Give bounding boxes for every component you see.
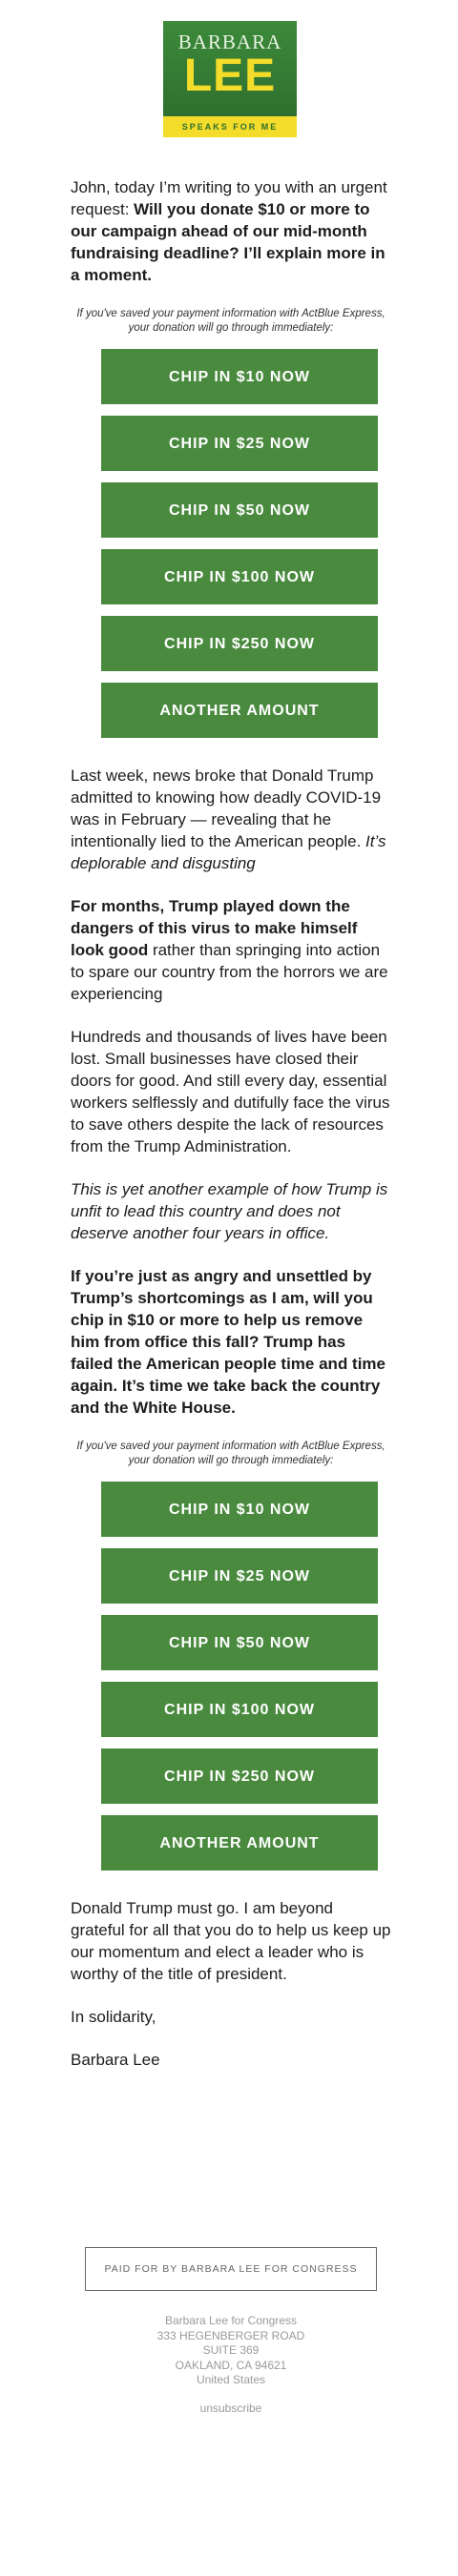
mailing-address: Barbara Lee for Congress 333 HEGENBERGER ROAD SUITE 369 OAKLAND, CA 94621 United States [156, 2314, 305, 2386]
chip-in-50-button[interactable]: CHIP IN $50 NOW [101, 482, 378, 538]
paid-for-disclaimer: PAID FOR BY BARBARA LEE FOR CONGRESS [85, 2247, 377, 2291]
logo-first-name: BARBARA [177, 31, 282, 53]
donation-buttons-1 [101, 349, 391, 738]
chip-in-100-button[interactable]: CHIP IN $100 NOW [101, 1682, 378, 1737]
logo-tagline: SPEAKS FOR ME [163, 116, 297, 137]
closing: In solidarity, [71, 2008, 156, 2026]
chip-in-25-button[interactable]: CHIP IN $25 NOW [101, 416, 378, 471]
chip-in-10-button[interactable]: CHIP IN $10 NOW [101, 349, 378, 404]
chip-in-10-button[interactable]: CHIP IN $10 NOW [101, 1482, 378, 1537]
donation-buttons-2 [101, 1482, 391, 1871]
email-footer [85, 2247, 377, 2415]
another-amount-button[interactable]: ANOTHER AMOUNT [101, 683, 378, 738]
paragraph-trump-must-go: Donald Trump must go. I am beyond grateful for all that you do to help us keep up our momentum and elect a leader who is worthy of the title of president. [71, 1899, 391, 1983]
actblue-note-1: If you've saved your payment information with ActBlue Express, your donation will go through immediately: [76, 308, 385, 334]
actblue-note-2: If you've saved your payment information with ActBlue Express, your donation will go through immediately: [76, 1441, 385, 1466]
email-body [71, 176, 391, 2071]
chip-in-250-button[interactable]: CHIP IN $250 NOW [101, 616, 378, 671]
paragraph-months: For months, Trump played down the dangers of this virus to make himself look good rather than springing into action to spare our country from the horrors we are experiencing [71, 897, 388, 1003]
unsubscribe-link[interactable]: unsubscribe [199, 2401, 262, 2415]
logo-last-name: LEE [183, 51, 277, 101]
chip-in-250-button[interactable]: CHIP IN $250 NOW [101, 1748, 378, 1804]
chip-in-25-button[interactable]: CHIP IN $25 NOW [101, 1548, 378, 1604]
campaign-logo [163, 21, 297, 137]
intro-paragraph: John, today I’m writing to you with an urgent request: Will you donate $10 or more to our campaign ahead of our mid-month fundraising deadline? I’ll explain more in a moment. [71, 178, 387, 284]
chip-in-100-button[interactable]: CHIP IN $100 NOW [101, 549, 378, 604]
paragraph-news: Last week, news broke that Donald Trump admitted to knowing how deadly COVID-19 was in February — revealing that he intentionally lied to the American people. It’s deplorable and disgusting [71, 767, 386, 872]
paragraph-lives-lost: Hundreds and thousands of lives have been lost. Small businesses have closed their doors for good. And still every day, essential workers selflessly and dutifully face the virus to save others despite the lack of resources from the Trump Administration. [71, 1028, 390, 1155]
chip-in-50-button[interactable]: CHIP IN $50 NOW [101, 1615, 378, 1670]
signature: Barbara Lee [71, 2051, 160, 2069]
paragraph-unfit: This is yet another example of how Trump is unfit to lead this country and does not deserve another four years in office. [71, 1180, 388, 1242]
another-amount-button[interactable]: ANOTHER AMOUNT [101, 1815, 378, 1871]
paragraph-appeal: If you’re just as angry and unsettled by Trump’s shortcomings as I am, will you chip in $10 or more to help us remove him from office this fall? Trump has failed the American people time and time again. It’s time we take back the country and the White House. [71, 1267, 386, 1417]
